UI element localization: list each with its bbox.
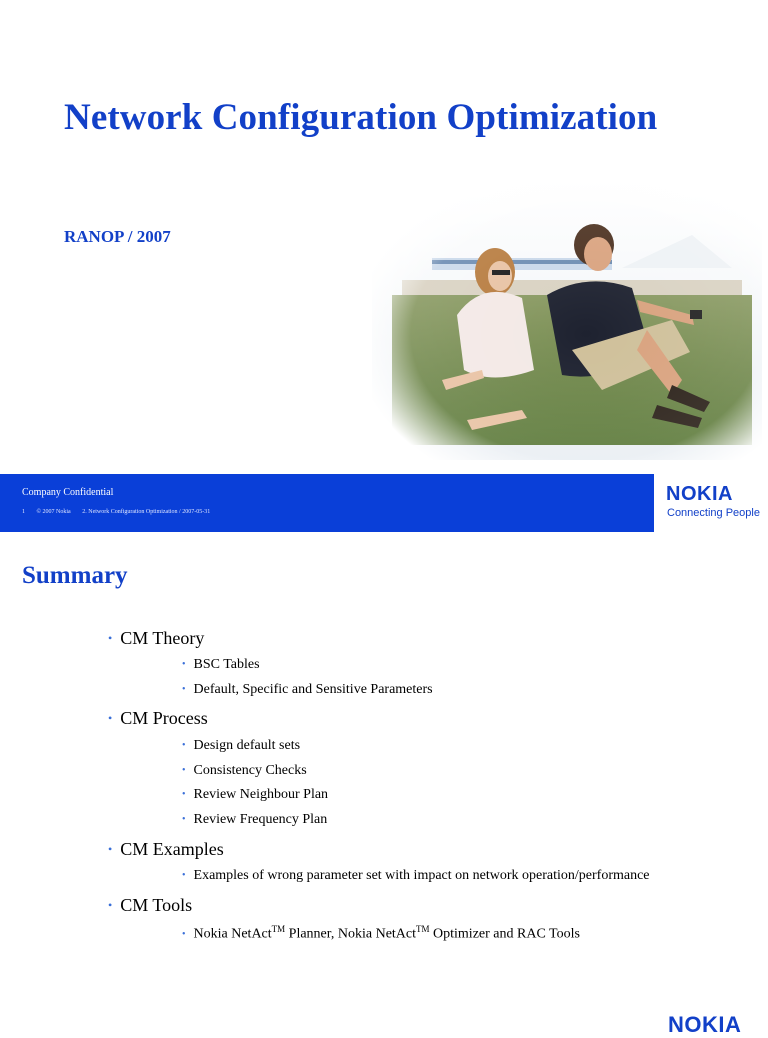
logo-tagline: Connecting People [667, 507, 760, 519]
copyright: © 2007 Nokia [36, 509, 71, 515]
slide-subtitle: RANOP / 2007 [64, 227, 171, 246]
list-item: • Default, Specific and Sensitive Parameters [182, 682, 433, 697]
bullet-icon: • [182, 740, 186, 751]
bullet-icon: • [108, 631, 113, 645]
list-item: • BSC Tables [182, 657, 260, 672]
list-item: • CM Tools [108, 895, 193, 915]
list-item: • Consistency Checks [182, 763, 307, 778]
list-item: • CM Theory [108, 628, 205, 648]
list-item: • Design default sets [182, 738, 301, 753]
couple-on-lawn-photo [372, 180, 762, 460]
bullet-icon: • [182, 765, 186, 776]
summary-title: Summary [22, 562, 128, 589]
bullet-icon: • [108, 842, 113, 856]
summary-slide [0, 532, 768, 1037]
footer-band [0, 474, 768, 532]
nokia-logo [654, 474, 768, 532]
bullet-icon: • [108, 898, 113, 912]
document-ref: 2. Network Configuration Optimization / 2007-05-31 [82, 509, 211, 515]
list-item: • CM Process [108, 708, 208, 728]
list-item: • Review Neighbour Plan [182, 787, 329, 802]
bullet-icon: • [182, 814, 186, 825]
bullet-icon: • [182, 870, 186, 881]
nokia-logo-partial: NOKIA [668, 1012, 742, 1037]
bullet-icon: • [182, 928, 186, 940]
bullet-icon: • [182, 684, 186, 695]
title-slide [0, 0, 768, 474]
bullet-icon: • [182, 659, 186, 670]
list-item: • CM Examples [108, 839, 224, 859]
footer-meta [22, 509, 220, 515]
confidential-label: Company Confidential [22, 487, 114, 498]
bullet-icon: • [108, 711, 113, 725]
list-item: • Nokia NetAct™ Planner, Nokia NetAct™ Optimizer and RAC Tools [182, 924, 580, 942]
page-number: 1 [22, 509, 25, 515]
logo-brand-text: NOKIA [666, 483, 733, 505]
list-item: • Examples of wrong parameter set with impact on network operation/performance [182, 868, 650, 883]
slide-title: Network Configuration Optimization [64, 97, 658, 138]
bullet-icon: • [182, 789, 186, 800]
list-item: • Review Frequency Plan [182, 812, 328, 827]
